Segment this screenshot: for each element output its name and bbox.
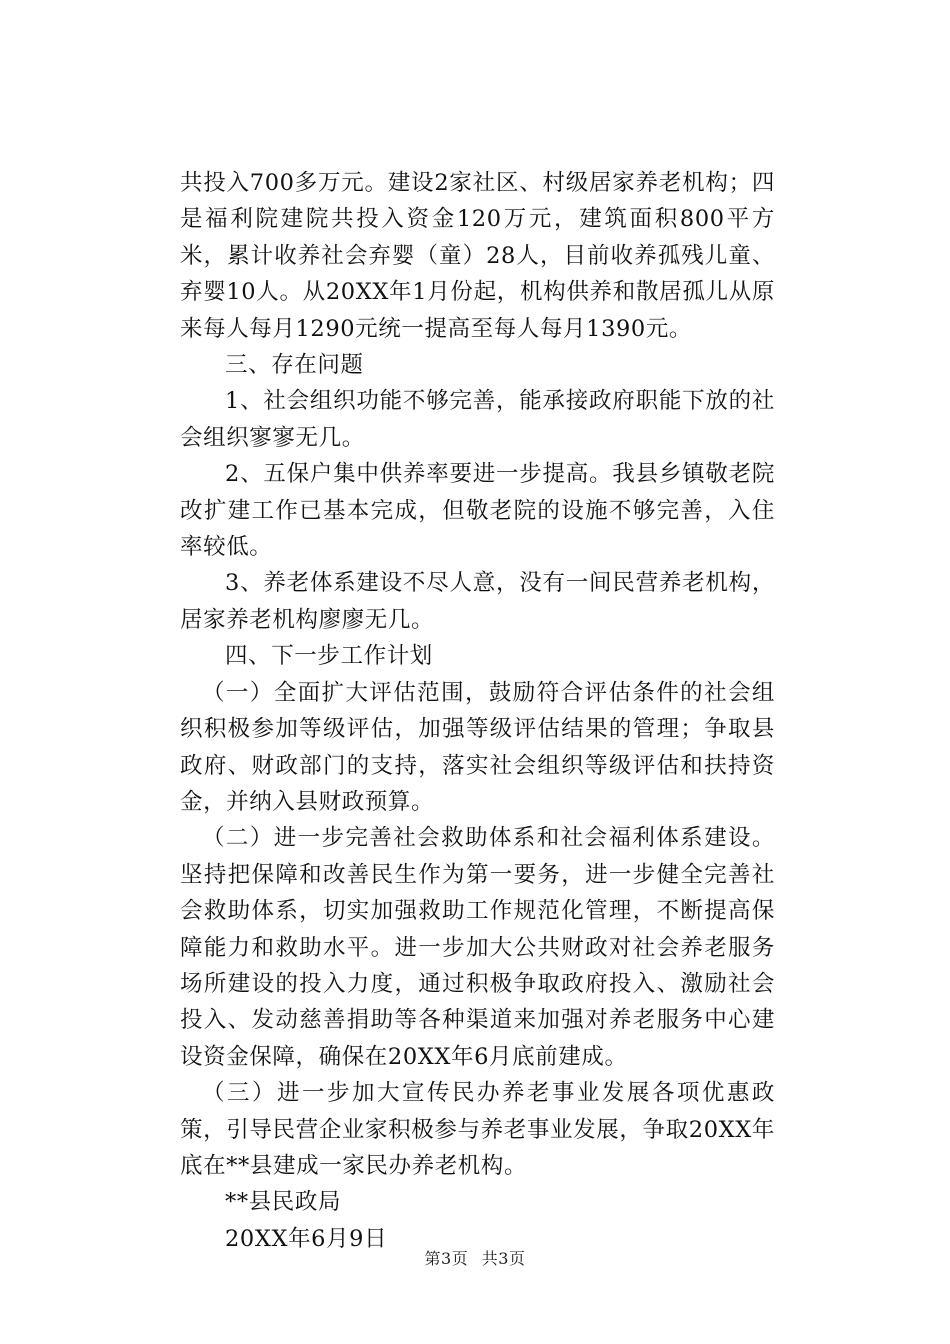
document-body	[180, 165, 775, 1257]
signature-organization: **县民政局	[225, 1189, 342, 1216]
paragraph-problem-1: 1、社会组织功能不够完善，能承接政府职能下放的社会组织寥寥无几。	[180, 388, 775, 451]
page-footer	[0, 1246, 950, 1269]
section-heading-existing-problems: 三、存在问题	[225, 352, 364, 379]
page-number: 第3页	[424, 1249, 469, 1268]
signature-date: 20XX年6月9日	[225, 1225, 388, 1252]
paragraph-plan-2: （二）进一步完善社会救助体系和社会福利体系建设。坚持把保障和改善民生作为第一要务，进一步健全完善社会救助体系，切实加强救助工作规范化管理，不断提高保障能力和救助水平。进一步加大公共财政对社会养老服务场所建设的投入力度，通过积极争取政府投入、激励社会投入、发动慈善捐助等各种渠道来加强对养老服务中心建设资金保障，确保在20XX年6月底前建成。	[180, 825, 775, 1070]
page-total: 共3页	[481, 1249, 526, 1268]
paragraph-plan-1: （一）全面扩大评估范围，鼓励符合评估条件的社会组织积极参加等级评估，加强等级评估结果的管理；争取县政府、财政部门的支持，落实社会组织等级评估和扶持资金，并纳入县财政预算。	[180, 679, 775, 815]
paragraph-problem-2: 2、五保户集中供养率要进一步提高。我县乡镇敬老院改扩建工作已基本完成，但敬老院的设施不够完善，入住率较低。	[180, 461, 775, 561]
paragraph-plan-3: （三）进一步加大宣传民办养老事业发展各项优惠政策，引导民营企业家积极参与养老事业发展，争取20XX年底在**县建成一家民办养老机构。	[180, 1080, 775, 1179]
section-heading-next-plan: 四、下一步工作计划	[225, 643, 433, 670]
paragraph-funding-summary: 共投入700多万元。建设2家社区、村级居家养老机构；四是福利院建院共投入资金120万元，建筑面积800平方米，累计收养社会弃婴（童）28人，目前收养孤残儿童、弃婴10人。从20XX年1月份起，机构供养和散居孤儿从原来每人每月1290元统一提高至每人每月1390元。	[180, 170, 775, 342]
paragraph-problem-3: 3、养老体系建设不尽人意，没有一间民营养老机构，居家养老机构廖廖无几。	[180, 570, 775, 633]
